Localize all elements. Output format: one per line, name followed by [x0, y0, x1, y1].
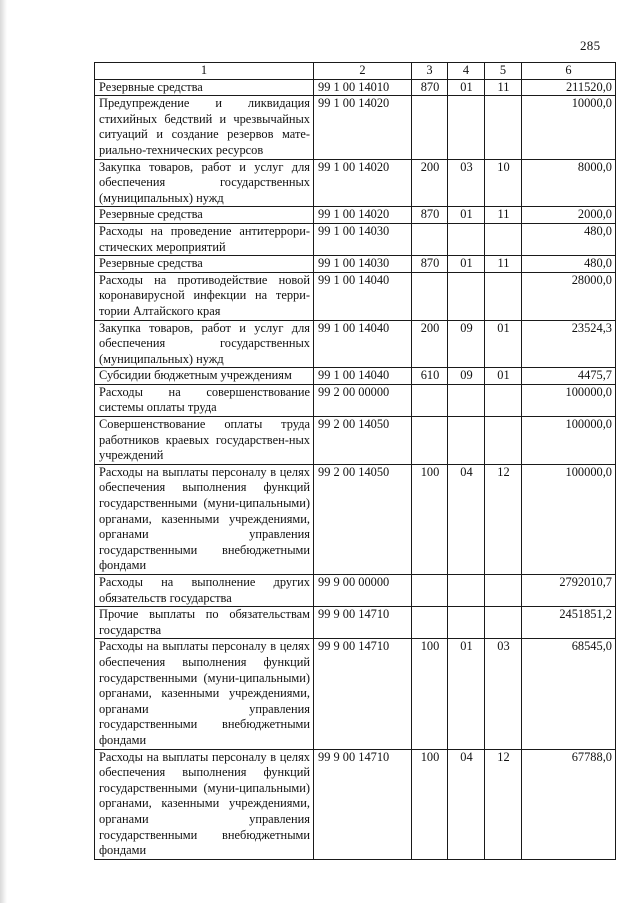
scan-edge-shadow	[0, 0, 7, 903]
row-code-cell: 99 1 00 14030	[314, 223, 412, 255]
row-expense-type-cell: 870	[412, 256, 448, 273]
row-section-cell: 04	[448, 464, 485, 574]
column-number-5: 5	[485, 63, 522, 80]
row-expense-type-cell: 870	[412, 79, 448, 96]
column-number-2: 2	[314, 63, 412, 80]
row-expense-type-cell: 100	[412, 639, 448, 749]
row-name-cell: Закупка товаров, работ и услуг для обеспечения государственных (муниципальных) нужд	[95, 320, 314, 368]
row-subsection-cell	[485, 607, 522, 639]
row-sum-cell: 100000,0	[522, 464, 616, 574]
row-expense-type-cell: 200	[412, 320, 448, 368]
table-row	[95, 256, 616, 273]
table-row	[95, 417, 616, 465]
row-name-cell: Расходы на выплаты персоналу в целях обеспечения выполнения функций государственными (муни-ципальными) органами, казенными учреждениями, органами управления государственными внебюджетными фондами	[95, 464, 314, 574]
row-section-cell	[448, 272, 485, 320]
row-sum-cell: 10000,0	[522, 96, 616, 159]
row-code-cell: 99 2 00 14050	[314, 417, 412, 465]
row-code-cell: 99 1 00 14020	[314, 207, 412, 224]
table-row	[95, 384, 616, 416]
row-section-cell: 01	[448, 207, 485, 224]
row-code-cell: 99 2 00 14050	[314, 464, 412, 574]
row-name-cell: Расходы на проведение антитеррори-стических мероприятий	[95, 223, 314, 255]
row-code-cell: 99 1 00 14030	[314, 256, 412, 273]
row-code-cell: 99 1 00 14040	[314, 368, 412, 385]
row-section-cell	[448, 607, 485, 639]
row-subsection-cell: 10	[485, 159, 522, 207]
table-row	[95, 223, 616, 255]
row-name-cell: Резервные средства	[95, 79, 314, 96]
row-sum-cell: 100000,0	[522, 417, 616, 465]
row-code-cell: 99 9 00 14710	[314, 749, 412, 859]
row-subsection-cell: 03	[485, 639, 522, 749]
row-code-cell: 99 1 00 14020	[314, 159, 412, 207]
row-section-cell: 01	[448, 79, 485, 96]
row-subsection-cell: 01	[485, 320, 522, 368]
table-row	[95, 639, 616, 749]
row-expense-type-cell	[412, 384, 448, 416]
row-subsection-cell	[485, 417, 522, 465]
row-section-cell	[448, 575, 485, 607]
page-number: 285	[580, 38, 601, 53]
row-expense-type-cell	[412, 96, 448, 159]
row-code-cell: 99 1 00 14040	[314, 320, 412, 368]
row-name-cell: Расходы на совершенствование системы оплаты труда	[95, 384, 314, 416]
row-subsection-cell: 12	[485, 749, 522, 859]
row-section-cell	[448, 223, 485, 255]
table-row	[95, 464, 616, 574]
row-name-cell: Расходы на выполнение других обязательств государства	[95, 575, 314, 607]
row-sum-cell: 2451851,2	[522, 607, 616, 639]
column-number-4: 4	[448, 63, 485, 80]
row-section-cell: 04	[448, 749, 485, 859]
table-row	[95, 575, 616, 607]
row-name-cell: Расходы на выплаты персоналу в целях обеспечения выполнения функций государственными (муни-ципальными) органами, казенными учреждениями, органами управления государственными внебюджетными фондами	[95, 639, 314, 749]
row-expense-type-cell	[412, 223, 448, 255]
row-expense-type-cell: 100	[412, 749, 448, 859]
row-sum-cell: 28000,0	[522, 272, 616, 320]
row-sum-cell: 67788,0	[522, 749, 616, 859]
row-subsection-cell	[485, 96, 522, 159]
row-subsection-cell: 11	[485, 207, 522, 224]
row-expense-type-cell: 100	[412, 464, 448, 574]
row-section-cell: 09	[448, 320, 485, 368]
row-section-cell: 01	[448, 256, 485, 273]
row-subsection-cell: 11	[485, 79, 522, 96]
row-subsection-cell: 12	[485, 464, 522, 574]
row-expense-type-cell: 200	[412, 159, 448, 207]
row-name-cell: Резервные средства	[95, 207, 314, 224]
row-name-cell: Предупреждение и ликвидация стихийных бедствий и чрезвычайных ситуаций и создание резервов мате-риально-технических ресурсов	[95, 96, 314, 159]
row-expense-type-cell	[412, 575, 448, 607]
table-header-row	[95, 63, 616, 80]
row-name-cell: Расходы на противодействие новой коронавирусной инфекции на терри-тории Алтайского края	[95, 272, 314, 320]
table-row	[95, 607, 616, 639]
table-row	[95, 320, 616, 368]
row-name-cell: Расходы на выплаты персоналу в целях обеспечения выполнения функций государственными (муни-ципальными) органами, казенными учреждениями, органами управления государственными внебюджетными фондами	[95, 749, 314, 859]
row-sum-cell: 211520,0	[522, 79, 616, 96]
column-number-3: 3	[412, 63, 448, 80]
row-section-cell	[448, 384, 485, 416]
row-sum-cell: 23524,3	[522, 320, 616, 368]
table-row	[95, 368, 616, 385]
table-row	[95, 272, 616, 320]
row-expense-type-cell: 610	[412, 368, 448, 385]
row-name-cell: Резервные средства	[95, 256, 314, 273]
row-section-cell	[448, 96, 485, 159]
row-sum-cell: 4475,7	[522, 368, 616, 385]
row-code-cell: 99 1 00 14010	[314, 79, 412, 96]
table-row	[95, 96, 616, 159]
row-name-cell: Совершенствование оплаты труда работников краевых государствен-ных учреждений	[95, 417, 314, 465]
row-code-cell: 99 1 00 14040	[314, 272, 412, 320]
row-expense-type-cell: 870	[412, 207, 448, 224]
row-sum-cell: 2792010,7	[522, 575, 616, 607]
row-section-cell	[448, 417, 485, 465]
row-subsection-cell	[485, 272, 522, 320]
column-number-1: 1	[95, 63, 314, 80]
row-name-cell: Закупка товаров, работ и услуг для обеспечения государственных (муниципальных) нужд	[95, 159, 314, 207]
row-code-cell: 99 9 00 00000	[314, 575, 412, 607]
row-section-cell: 09	[448, 368, 485, 385]
table-row	[95, 207, 616, 224]
row-sum-cell: 480,0	[522, 256, 616, 273]
row-expense-type-cell	[412, 607, 448, 639]
budget-table	[94, 62, 616, 860]
row-sum-cell: 2000,0	[522, 207, 616, 224]
row-sum-cell: 100000,0	[522, 384, 616, 416]
row-expense-type-cell	[412, 272, 448, 320]
column-number-6: 6	[522, 63, 616, 80]
row-sum-cell: 68545,0	[522, 639, 616, 749]
row-subsection-cell	[485, 575, 522, 607]
row-name-cell: Прочие выплаты по обязательствам государства	[95, 607, 314, 639]
table-row	[95, 749, 616, 859]
table-row	[95, 159, 616, 207]
row-section-cell: 01	[448, 639, 485, 749]
row-subsection-cell	[485, 223, 522, 255]
row-code-cell: 99 9 00 14710	[314, 607, 412, 639]
row-code-cell: 99 2 00 00000	[314, 384, 412, 416]
row-code-cell: 99 1 00 14020	[314, 96, 412, 159]
row-code-cell: 99 9 00 14710	[314, 639, 412, 749]
row-subsection-cell: 01	[485, 368, 522, 385]
row-subsection-cell	[485, 384, 522, 416]
row-name-cell: Субсидии бюджетным учреждениям	[95, 368, 314, 385]
row-section-cell: 03	[448, 159, 485, 207]
row-subsection-cell: 11	[485, 256, 522, 273]
table-row	[95, 79, 616, 96]
row-sum-cell: 480,0	[522, 223, 616, 255]
row-expense-type-cell	[412, 417, 448, 465]
row-sum-cell: 8000,0	[522, 159, 616, 207]
